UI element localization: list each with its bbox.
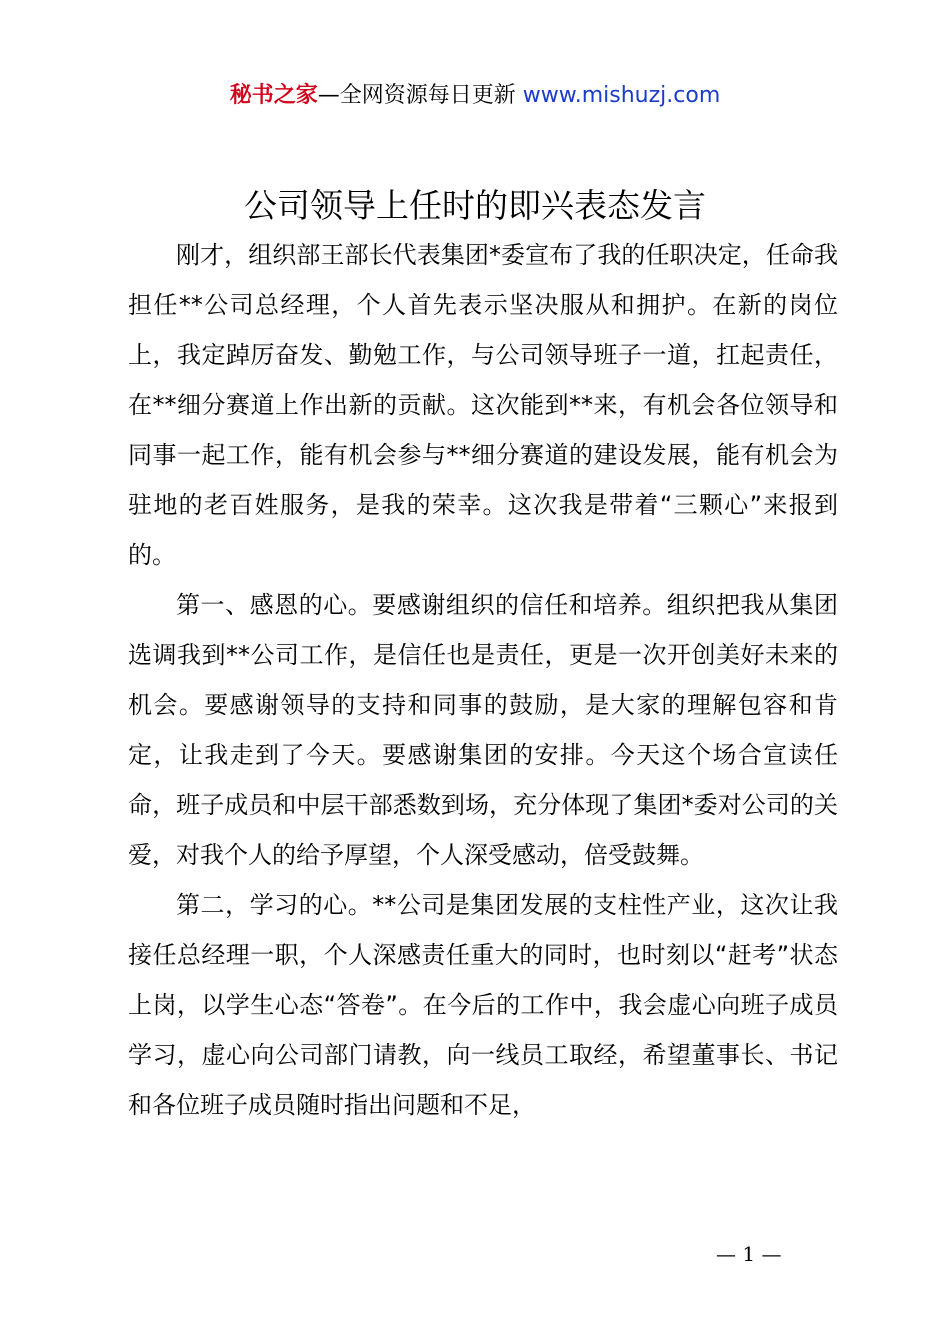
document-body xyxy=(128,230,838,1130)
document-title: 公司领导上任时的即兴表态发言 xyxy=(244,186,706,225)
page-number: — 1 — xyxy=(716,1242,782,1266)
site-url-link[interactable]: www.mishuzj.com xyxy=(522,83,721,108)
brand-name: 秘书之家 xyxy=(229,83,318,108)
paragraph-intro: 刚才，组织部王部长代表集团*委宣布了我的任职决定，任命我担任**公司总经理，个人首先表示坚决服从和拥护。在新的岗位上，我定踔厉奋发、勤勉工作，与公司领导班子一道，扛起责任，在**细分赛道上作出新的贡献。这次能到**来，有机会各位领导和同事一起工作，能有机会参与**细分赛道的建设发展，能有机会为驻地的老百姓服务，是我的荣幸。这次我是带着“三颗心”来报到的。 xyxy=(128,241,838,569)
paragraph-gratitude: 第一、感恩的心。要感谢组织的信任和培养。组织把我从集团选调我到**公司工作，是信任也是责任，更是一次开创美好未来的机会。要感谢领导的支持和同事的鼓励，是大家的理解包容和肯定，让我走到了今天。要感谢集团的安排。今天这个场合宣读任命，班子成员和中层干部悉数到场，充分体现了集团*委对公司的关爱，对我个人的给予厚望，个人深受感动，倍受鼓舞。 xyxy=(128,591,838,869)
paragraph-learning: 第二，学习的心。**公司是集团发展的支柱性产业，这次让我接任总经理一职，个人深感责任重大的同时，也时刻以“赶考”状态上岗，以学生心态“答卷”。在今后的工作中，我会虚心向班子成员学习，虚心向公司部门请教，向一线员工取经，希望董事长、书记和各位班子成员随时指出问题和不足， xyxy=(128,891,838,1119)
header-tagline: —全网资源每日更新 xyxy=(317,83,523,108)
site-header xyxy=(0,80,950,112)
